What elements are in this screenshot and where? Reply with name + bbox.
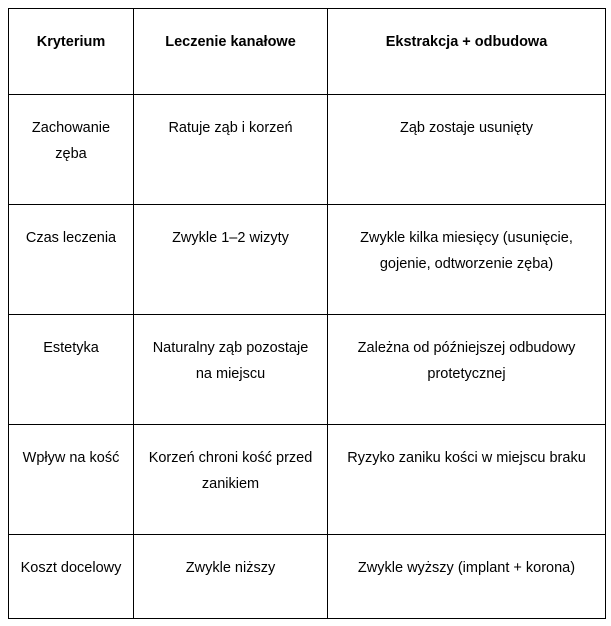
root-canal-cell: Zwykle niższy xyxy=(134,535,328,619)
criterion-cell: Zachowanie zęba xyxy=(9,95,134,205)
extraction-cell: Ząb zostaje usunięty xyxy=(328,95,606,205)
header-root-canal: Leczenie kanałowe xyxy=(134,9,328,95)
extraction-cell: Zwykle kilka miesięcy (usunięcie, gojenie, odtworzenie zęba) xyxy=(328,205,606,315)
table-row xyxy=(9,205,606,315)
header-criterion: Kryterium xyxy=(9,9,134,95)
comparison-table xyxy=(8,8,606,619)
root-canal-cell: Zwykle 1–2 wizyty xyxy=(134,205,328,315)
table-row xyxy=(9,95,606,205)
extraction-cell: Zależna od późniejszej odbudowy protetycznej xyxy=(328,315,606,425)
root-canal-cell: Korzeń chroni kość przed zanikiem xyxy=(134,425,328,535)
table-header-row xyxy=(9,9,606,95)
header-extraction: Ekstrakcja + odbudowa xyxy=(328,9,606,95)
criterion-cell: Wpływ na kość xyxy=(9,425,134,535)
table-row xyxy=(9,535,606,619)
criterion-cell: Koszt docelowy xyxy=(9,535,134,619)
criterion-cell: Estetyka xyxy=(9,315,134,425)
table-row xyxy=(9,315,606,425)
root-canal-cell: Ratuje ząb i korzeń xyxy=(134,95,328,205)
extraction-cell: Zwykle wyższy (implant + korona) xyxy=(328,535,606,619)
extraction-cell: Ryzyko zaniku kości w miejscu braku xyxy=(328,425,606,535)
root-canal-cell: Naturalny ząb pozostaje na miejscu xyxy=(134,315,328,425)
criterion-cell: Czas leczenia xyxy=(9,205,134,315)
table-row xyxy=(9,425,606,535)
